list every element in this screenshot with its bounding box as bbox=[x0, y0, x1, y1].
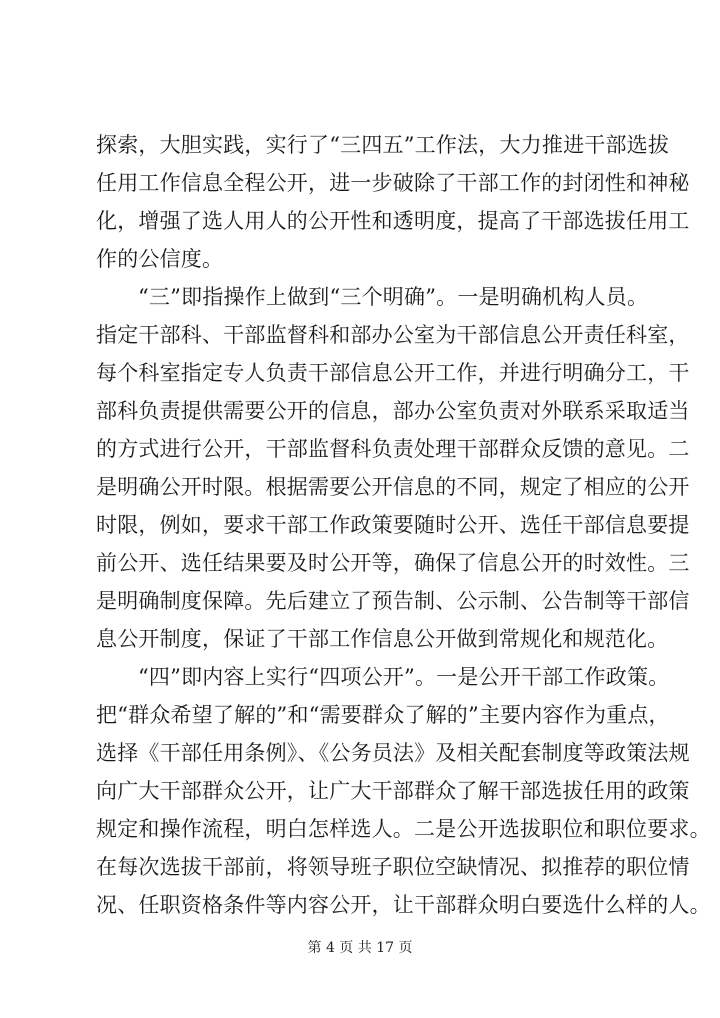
paragraph-start-line: “三”即指操作上做到“三个明确”。一是明确机构人员。 bbox=[138, 285, 649, 309]
text-line: 指定干部科、干部监督科和部办公室为干部信息公开责任科室， bbox=[96, 323, 690, 347]
text-line: 况、任职资格条件等内容公开，让干部群众明白要选什么样的人。 bbox=[96, 893, 711, 917]
text-line: 的方式进行公开，干部监督科负责处理干部群众反馈的意见。二 bbox=[96, 437, 690, 461]
text-line: 把“群众希望了解的”和“需要群众了解的”主要内容作为重点， bbox=[96, 703, 670, 727]
text-line: 向广大干部群众公开，让广大干部群众了解干部选拔任用的政策 bbox=[96, 779, 690, 803]
text-line: 任用工作信息全程公开，进一步破除了干部工作的封闭性和神秘 bbox=[96, 171, 690, 195]
text-line: 化，增强了选人用人的公开性和透明度，提高了干部选拔任用工 bbox=[96, 209, 690, 233]
text-line: 在每次选拔干部前，将领导班子职位空缺情况、拟推荐的职位情 bbox=[96, 855, 690, 879]
text-line: 探索，大胆实践，实行了“三四五”工作法，大力推进干部选拔 bbox=[96, 133, 670, 157]
text-line: 是明确公开时限。根据需要公开信息的不同，规定了相应的公开 bbox=[96, 475, 690, 499]
page-number-footer: 第 4 页 共 17 页 bbox=[307, 940, 413, 956]
text-line: 选择《干部任用条例》、《公务员法》及相关配套制度等政策法规 bbox=[96, 741, 690, 765]
text-line: 作的公信度。 bbox=[96, 247, 224, 271]
text-line: 是明确制度保障。先后建立了预告制、公示制、公告制等干部信 bbox=[96, 589, 690, 613]
text-line: 息公开制度，保证了干部工作信息公开做到常规化和规范化。 bbox=[96, 627, 669, 651]
text-line: 规定和操作流程，明白怎样选人。二是公开选拔职位和职位要求。 bbox=[96, 817, 711, 841]
text-line: 时限，例如，要求干部工作政策要随时公开、选任干部信息要提 bbox=[96, 513, 690, 537]
text-line: 每个科室指定专人负责干部信息公开工作，并进行明确分工，干 bbox=[96, 361, 690, 385]
paragraph-start-line: “四”即内容上实行“四项公开”。一是公开干部工作政策。 bbox=[138, 665, 670, 689]
text-line: 前公开、选任结果要及时公开等，确保了信息公开的时效性。三 bbox=[96, 551, 690, 575]
text-line: 部科负责提供需要公开的信息，部办公室负责对外联系采取适当 bbox=[96, 399, 690, 423]
